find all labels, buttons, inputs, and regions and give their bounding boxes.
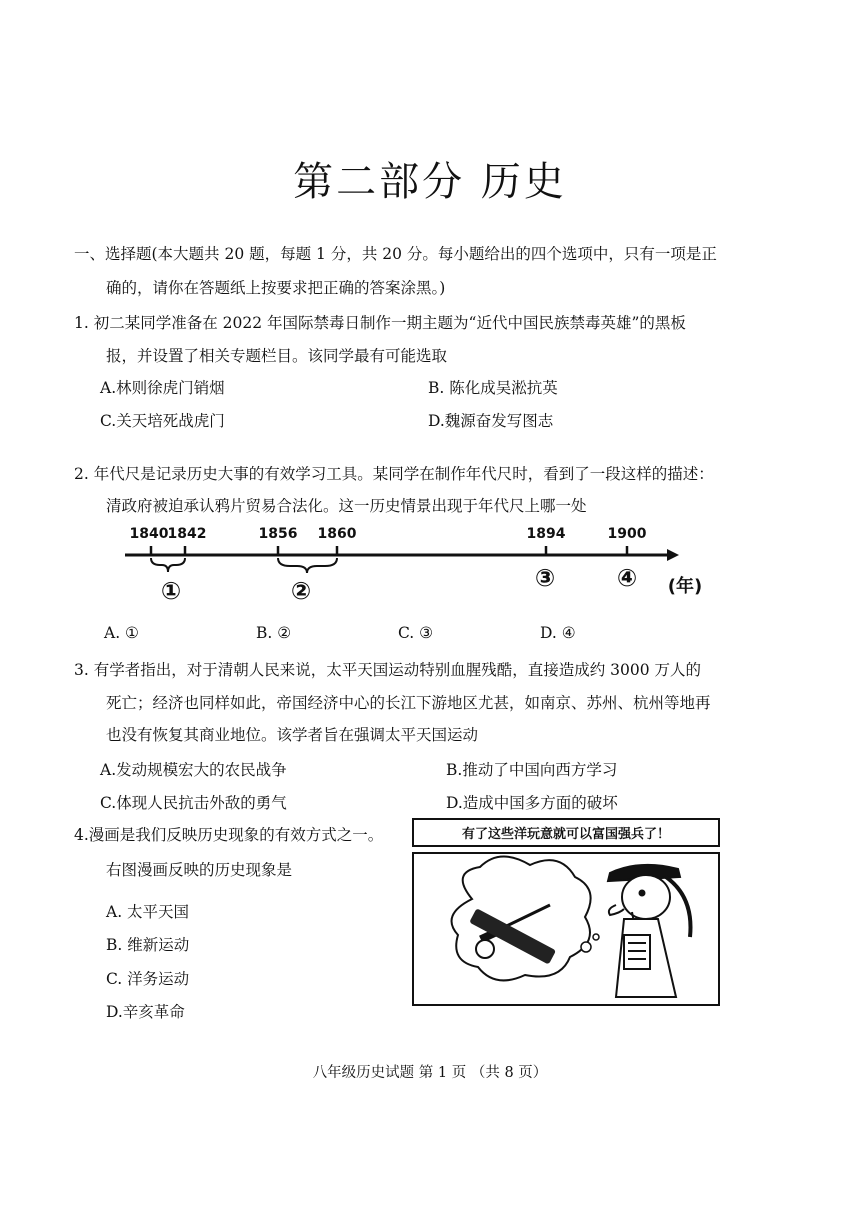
question-1-option-c[interactable]: C.关天培死战虎门	[100, 412, 225, 430]
marker-2: ②	[290, 577, 312, 605]
question-3-option-c[interactable]: C.体现人民抗击外敌的勇气	[100, 794, 287, 812]
question-2-option-a[interactable]: A. ①	[104, 624, 139, 642]
question-4-option-c[interactable]: C. 洋务运动	[106, 970, 190, 988]
question-4-option-b[interactable]: B. 维新运动	[106, 936, 190, 954]
question-3-text-line1: 3. 有学者指出，对于清朝人民来说，太平天国运动特别血腥残酷，直接造成约 3000 万人的	[74, 661, 702, 679]
question-3-text-line3: 也没有恢复其商业地位。该学者旨在强调太平天国运动	[106, 726, 479, 744]
page-title: 第二部分 历史	[293, 159, 567, 205]
section-heading-line2: 确的，请你在答题纸上按要求把正确的答案涂黑。)	[106, 279, 446, 297]
question-4-text-line2: 右图漫画反映的历史现象是	[106, 861, 293, 879]
cartoon-caption: 有了这些洋玩意就可以富国强兵了！	[461, 827, 671, 842]
question-2-option-d[interactable]: D. ④	[540, 624, 576, 642]
marker-1: ①	[160, 577, 182, 605]
section-heading-line1: 一、选择题(本大题共 20 题，每题 1 分，共 20 分。每小题给出的四个选项中，只有一项是正	[74, 245, 717, 263]
question-4-option-a[interactable]: A. 太平天国	[106, 903, 190, 921]
question-2-option-b[interactable]: B. ②	[256, 624, 292, 642]
year-unit-label: (年)	[667, 576, 703, 597]
page-footer: 八年级历史试题 第 1 页 （共 8 页）	[312, 1065, 548, 1081]
year-label-1900: 1900	[607, 526, 647, 542]
question-3-option-a[interactable]: A.发动规模宏大的农民战争	[100, 761, 287, 779]
question-4-text-line1: 4.漫画是我们反映历史现象的有效方式之一。	[74, 826, 384, 844]
question-1-option-a[interactable]: A.林则徐虎门销烟	[100, 379, 225, 397]
brace-1856-1860	[278, 558, 337, 573]
year-label-1856: 1856	[258, 526, 298, 542]
question-1-text-line2: 报，并设置了相关专题栏目。该同学最有可能选取	[106, 347, 448, 365]
year-label-1840: 1840	[129, 526, 169, 542]
question-3-option-d[interactable]: D.造成中国多方面的破坏	[446, 794, 618, 812]
question-2-text-line2: 清政府被迫承认鸦片贸易合法化。这一历史情景出现于年代尺上哪一处	[106, 497, 587, 515]
year-label-1842: 1842	[167, 526, 207, 542]
year-label-1860: 1860	[317, 526, 357, 542]
question-1-option-d[interactable]: D.魏源奋发写图志	[428, 412, 554, 430]
question-3-text-line2: 死亡；经济也同样如此，帝国经济中心的长江下游地区尤甚，如南京、苏州、杭州等地再	[106, 694, 711, 712]
question-2-text-line1: 2. 年代尺是记录历史大事的有效学习工具。某同学在制作年代尺时，看到了一段这样的描述：	[74, 465, 714, 483]
question-3-option-b[interactable]: B.推动了中国向西方学习	[446, 761, 618, 779]
brace-1840-1842	[151, 558, 185, 572]
marker-3: ③	[534, 564, 556, 592]
question-1-text-line1: 1. 初二某同学准备在 2022 年国际禁毒日制作一期主题为“近代中国民族禁毒英雄”的黑板	[74, 314, 686, 332]
question-4-option-d[interactable]: D.辛亥革命	[106, 1003, 185, 1021]
timeline-figure	[115, 518, 715, 608]
question-1-option-b[interactable]: B. 陈化成吴淞抗英	[428, 379, 558, 397]
year-label-1894: 1894	[526, 526, 566, 542]
question-2-option-c[interactable]: C. ③	[398, 624, 434, 642]
timeline-arrow	[667, 549, 679, 561]
thought-dot-1	[581, 942, 591, 952]
cartoon-image	[410, 817, 722, 1017]
thought-dot-2	[593, 934, 599, 940]
marker-4: ④	[616, 564, 638, 592]
